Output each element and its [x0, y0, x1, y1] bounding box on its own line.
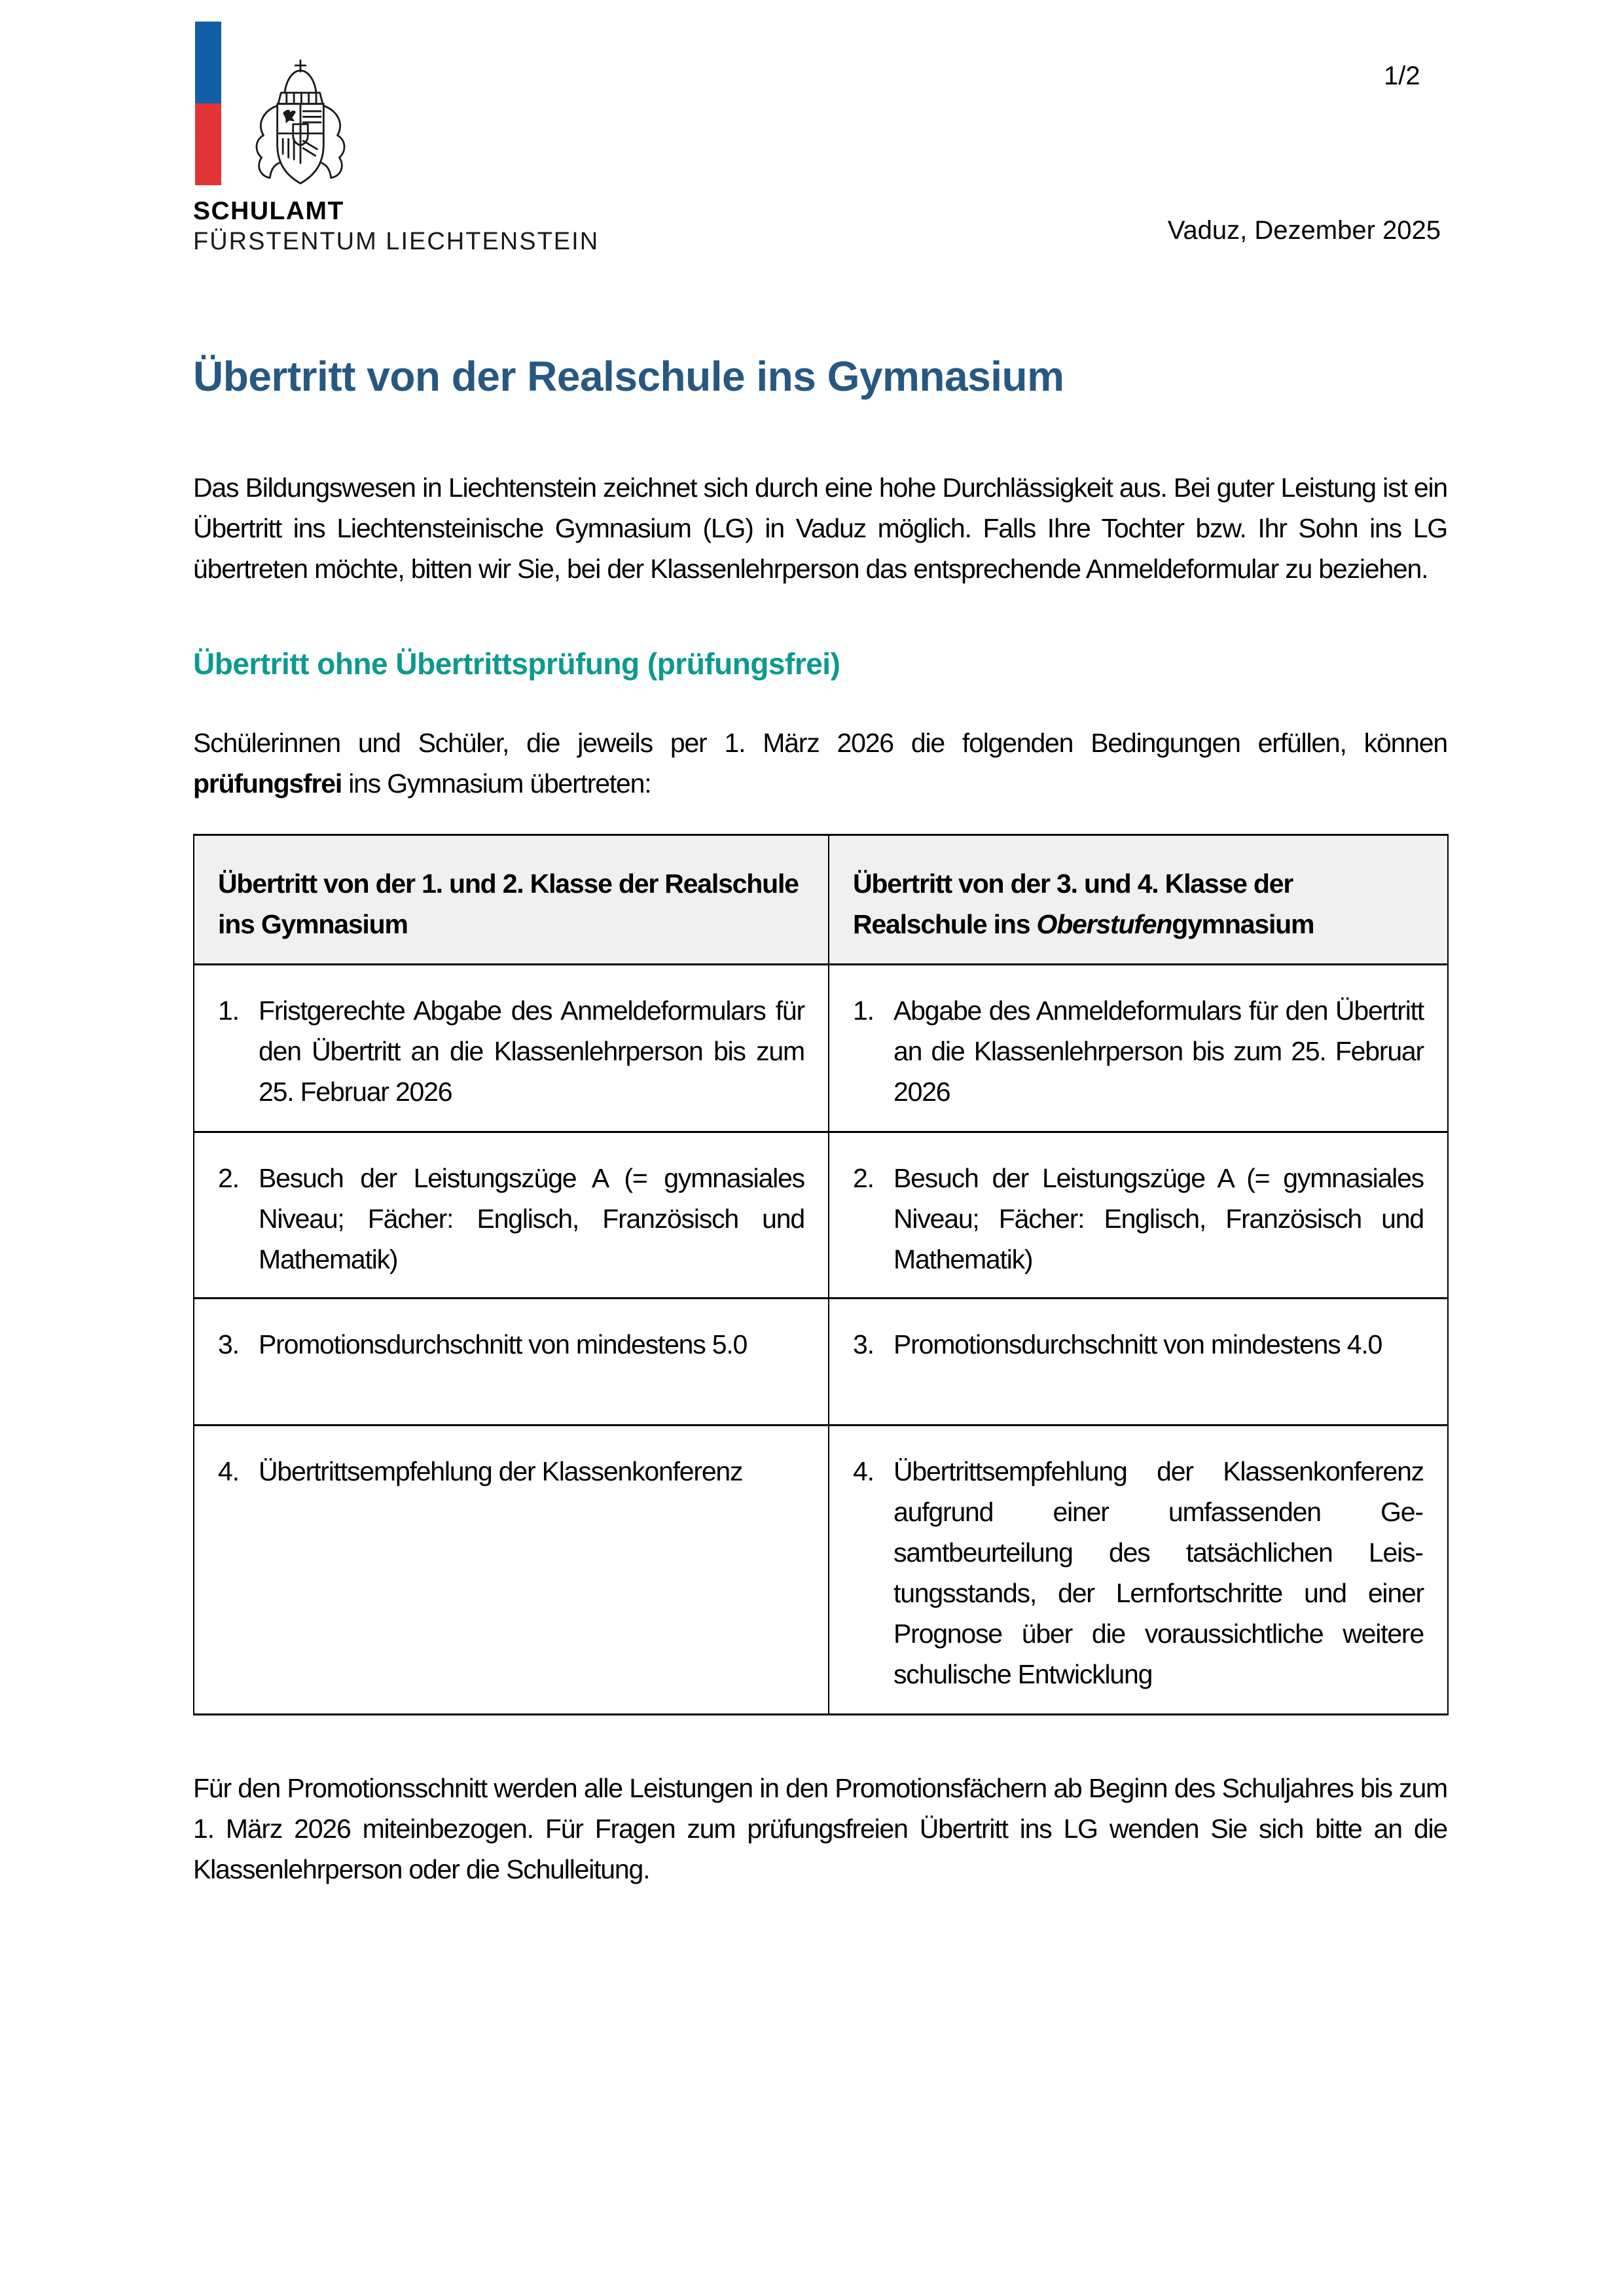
condition-text: Übertrittsempfehlung der Klassenkonferenz [259, 1456, 743, 1486]
conditions-text-post: ins Gymnasium übertreten: [342, 768, 651, 798]
condition-text: Fristgerechte Abgabe des Anmeldeformulars für den Übertritt an die Klassenlehrperson bis zum 25. Februar 2026 [259, 996, 804, 1107]
list-number: 2. [218, 1163, 239, 1193]
table-row-1 [194, 965, 1448, 1132]
transfer-conditions-table [193, 834, 1449, 1715]
intro-paragraph: Das Bildungswesen in Liechtenstein zeichnet sich durch eine hohe Durchlässigkeit aus. Bei guter Leistung ist ein Übertritt ins Liechtensteinische Gymnasium (LG) in Vaduz möglich. Falls Ihre Tochter bzw. Ihr Sohn ins LG übertreten möchte, bitten wir Sie, bei der Klassenlehrperson das entsprechende Anmeldeformular zu beziehen. [193, 473, 1447, 584]
conditions-paragraph [193, 723, 1447, 804]
table-header-row [194, 835, 1448, 965]
list-number: 4. [853, 1456, 874, 1486]
table-cell-4-left [194, 1426, 829, 1715]
document-title: Übertritt von der Realschule ins Gymnasium [193, 353, 1064, 400]
table-cell-3-left [194, 1299, 829, 1426]
document-body [193, 0, 1447, 1890]
condition-text: Promotionsdurchschnitt von mindestens 4.0 [893, 1329, 1382, 1359]
closing-paragraph: Für den Promotionsschnitt werden alle Leistungen in den Promotionsfächern ab Beginn des Schuljahres bis zum 1. März 2026 miteinbezogen. Für Fragen zum prüfungsfreien Übertritt ins LG wenden Sie sich bitte an die Klassenlehrperson oder die Schulleitung. [193, 1773, 1447, 1884]
table-cell-4-right [829, 1426, 1448, 1715]
place-date-line: Vaduz, Dezember 2025 [1167, 216, 1441, 245]
table-cell-2-right [829, 1132, 1448, 1299]
list-number: 3. [853, 1329, 874, 1359]
condition-text: Abgabe des Anmeldeformulars für den Übertritt an die Klassenlehrperson bis zum 25. Februar 2026 [893, 996, 1424, 1107]
table-header-left: Übertritt von der 1. und 2. Klasse der Realschule ins Gymnasium [194, 835, 829, 965]
table-header-right-italic: Oberstufen [1036, 909, 1172, 939]
table-cell-1-left [194, 965, 829, 1132]
list-number: 1. [218, 996, 239, 1026]
org-country: FÜRSTENTUM LIECHTENSTEIN [193, 228, 600, 255]
table-row-4 [194, 1426, 1448, 1715]
org-name: SCHULAMT [193, 197, 344, 225]
table-header-right-pre: Übertritt von der 3. und 4. Klasse der Realschule ins [853, 869, 1293, 939]
list-number: 3. [218, 1329, 239, 1359]
table-row-3 [194, 1299, 1448, 1426]
list-number: 2. [853, 1163, 874, 1193]
condition-text: Besuch der Leistungszüge A (= gymnasiales Niveau; Fächer: Englisch, Französisch und Mathematik) [259, 1163, 804, 1274]
section-heading: Übertritt ohne Übertrittsprüfung (prüfungsfrei) [193, 647, 840, 681]
table-header-right [829, 835, 1448, 965]
page-number: 1/2 [1384, 62, 1420, 90]
list-number: 1. [853, 996, 874, 1026]
table-cell-3-right [829, 1299, 1448, 1426]
table-header-right-post: gymnasium [1172, 909, 1314, 939]
table-row-2 [194, 1132, 1448, 1299]
conditions-text-bold: prüfungsfrei [193, 768, 342, 798]
condition-text: Übertrittsempfehlung der Klassenkonferenz aufgrund einer umfassenden Gesamtbeurteilung des tatsächlichen Leistungsstands, der Lernfortschritte und einer Prognose über die voraussichtliche weitere schulische Entwicklung [893, 1456, 1424, 1689]
table-cell-2-left [194, 1132, 829, 1299]
list-number: 4. [218, 1456, 239, 1486]
condition-text: Promotionsdurchschnitt von mindestens 5.0 [259, 1329, 748, 1359]
conditions-text-pre: Schülerinnen und Schüler, die jeweils per 1. März 2026 die folgenden Bedingungen erfüllen, können [193, 728, 1447, 758]
condition-text: Besuch der Leistungszüge A (= gymnasiales Niveau; Fächer: Englisch, Französisch und Mathematik) [893, 1163, 1424, 1274]
table-cell-1-right [829, 965, 1448, 1132]
